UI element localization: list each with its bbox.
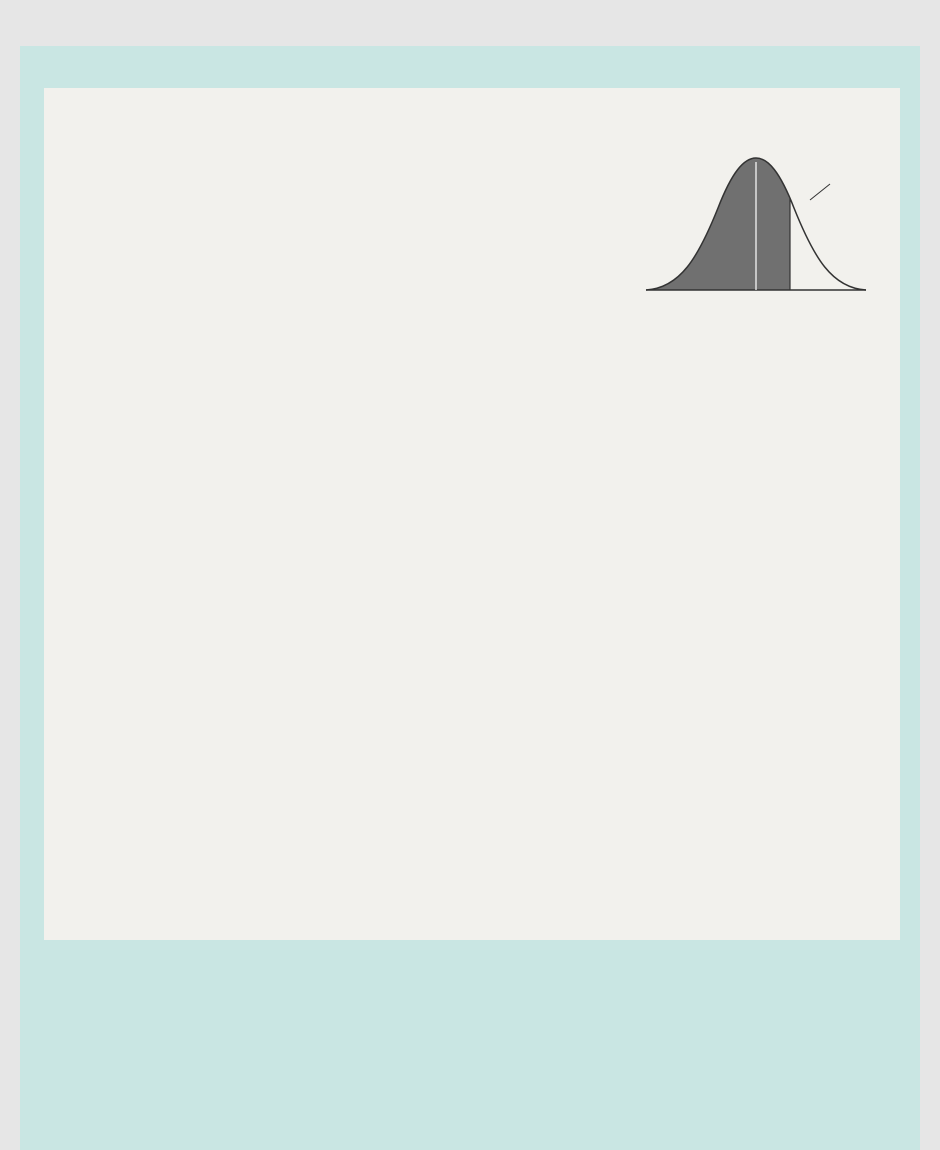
normal-curve-diagram	[640, 138, 900, 348]
shaded-area	[646, 158, 790, 290]
normal-distribution-table-card	[44, 88, 900, 940]
phi-pointer	[810, 184, 830, 200]
